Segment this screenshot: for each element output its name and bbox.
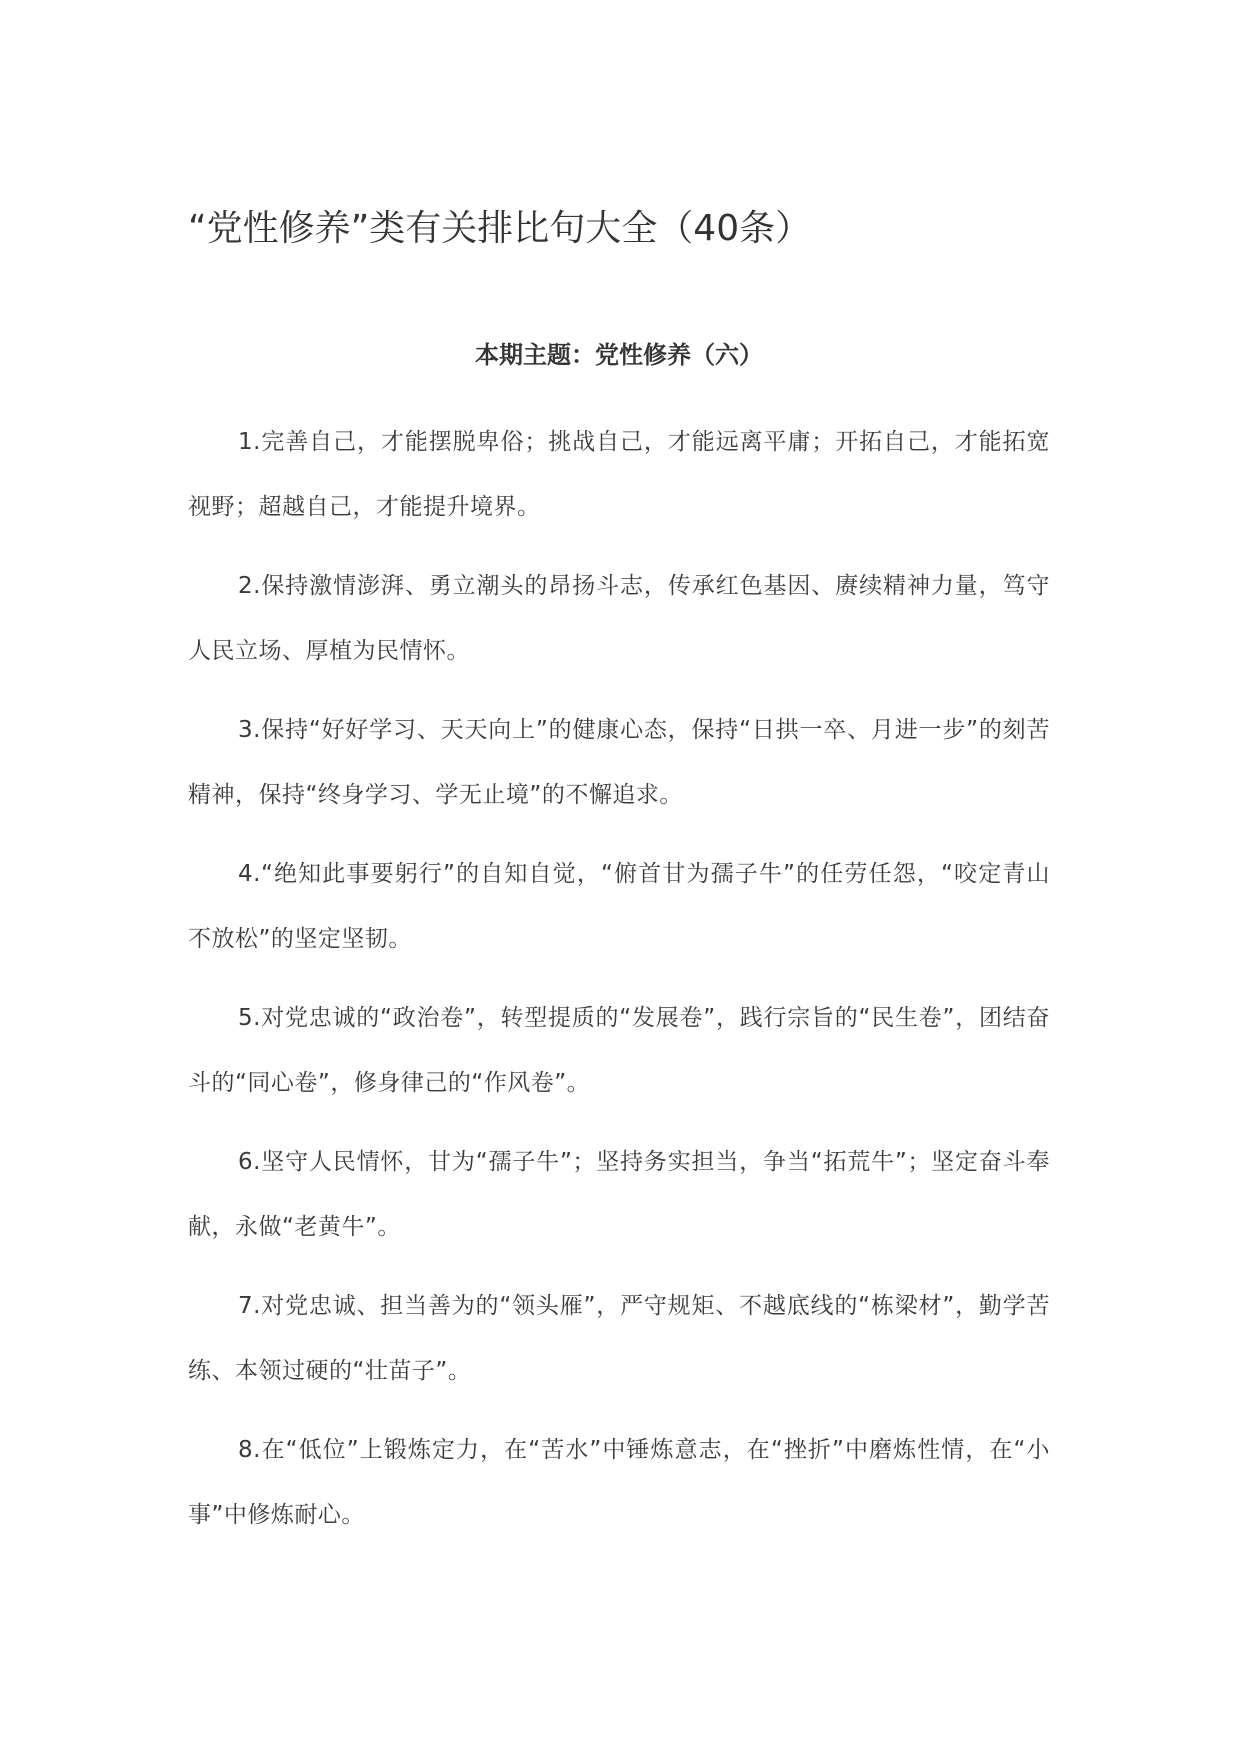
list-item: 8.在“低位”上锻炼定力，在“苦水”中锤炼意志，在“挫折”中磨炼性情，在“小事”中修炼耐心。 <box>188 1437 1050 1528</box>
list-item: 6.坚守人民情怀，甘为“孺子牛”；坚持务实担当，争当“拓荒牛”；坚定奋斗奉献，永做“老黄牛”。 <box>188 1149 1050 1240</box>
list-item: 7.对党忠诚、担当善为的“领头雁”，严守规矩、不越底线的“栋梁材”，勤学苦练、本领过硬的“壮苗子”。 <box>188 1293 1050 1384</box>
list-item: 4.“绝知此事要躬行”的自知自觉，“俯首甘为孺子牛”的任劳任怨，“咬定青山不放松”的坚定坚韧。 <box>188 861 1050 952</box>
list-item: 3.保持“好好学习、天天向上”的健康心态，保持“日拱一卒、月进一步”的刻苦精神，保持“终身学习、学无止境”的不懈追求。 <box>188 717 1050 808</box>
list-item: 5.对党忠诚的“政治卷”，转型提质的“发展卷”，践行宗旨的“民生卷”，团结奋斗的“同心卷”，修身律己的“作风卷”。 <box>188 1005 1050 1096</box>
document-title: “党性修养”类有关排比句大全（40条） <box>188 208 812 249</box>
document-subtitle: 本期主题：党性修养（六） <box>475 341 763 369</box>
sentence-list <box>188 410 1050 1562</box>
list-item: 1.完善自己，才能摆脱卑俗；挑战自己，才能远离平庸；开拓自己，才能拓宽视野；超越自己，才能提升境界。 <box>188 429 1050 520</box>
list-item: 2.保持激情澎湃、勇立潮头的昂扬斗志，传承红色基因、赓续精神力量，笃守人民立场、厚植为民情怀。 <box>188 573 1050 664</box>
